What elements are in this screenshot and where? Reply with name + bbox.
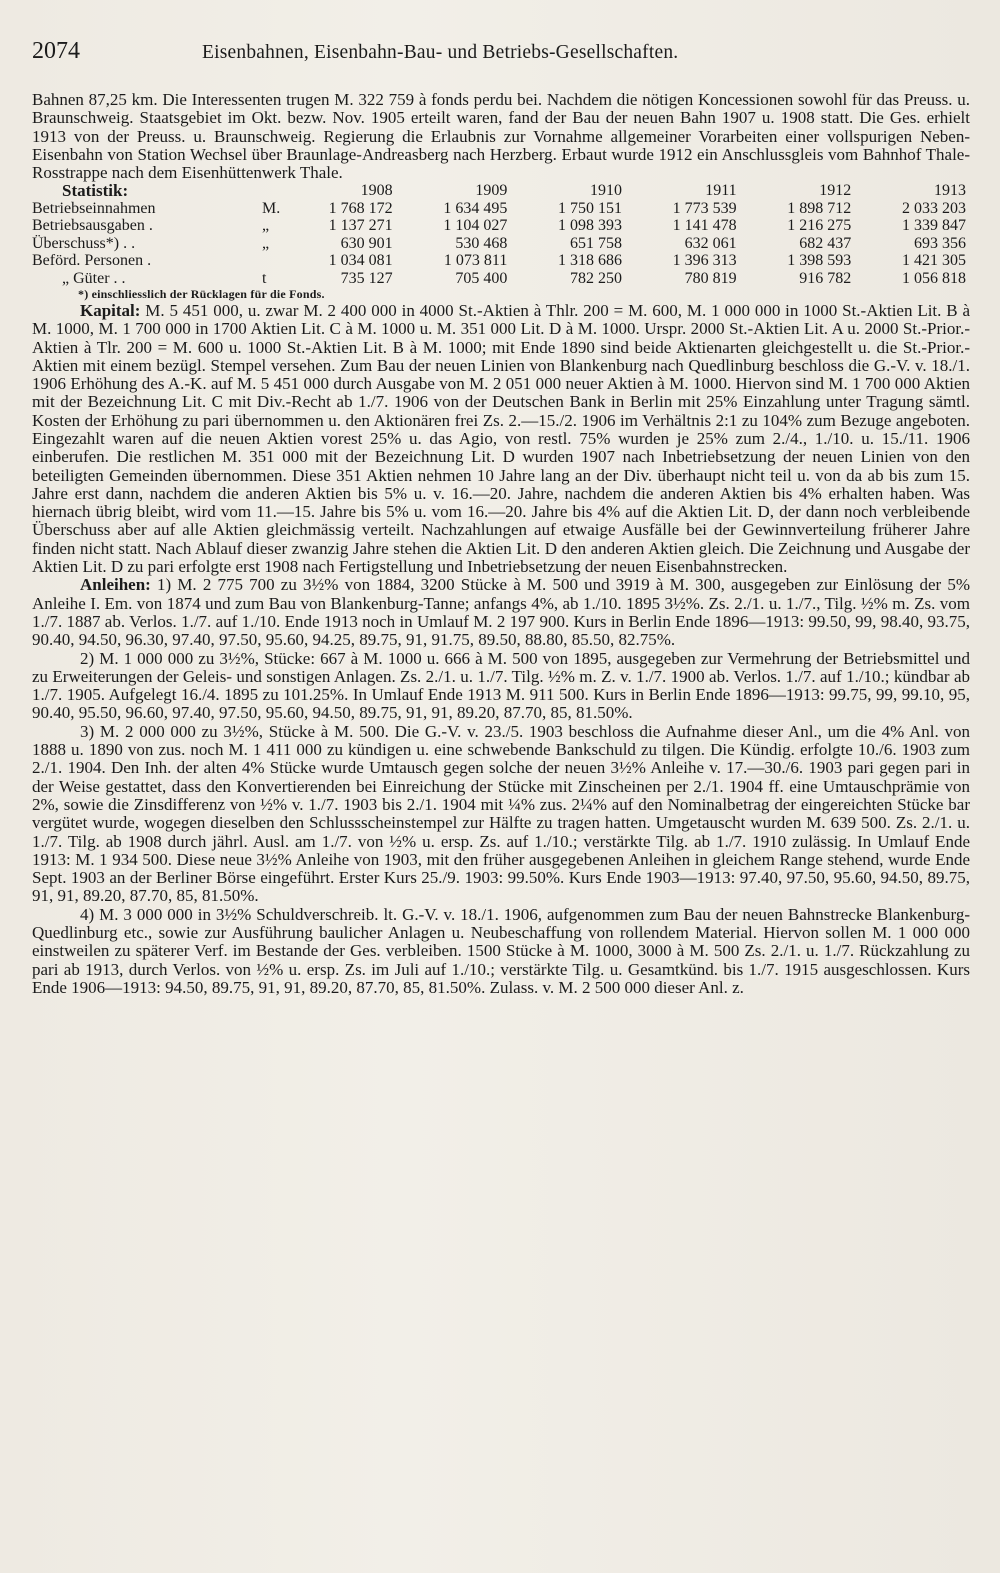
table-cell: 916 782	[799, 269, 852, 287]
table-cell: 1 141 478	[672, 217, 737, 235]
table-cell: 1 073 811	[443, 252, 508, 270]
row-label: Betriebsausgaben .	[32, 217, 153, 235]
statistics-table	[32, 182, 970, 286]
table-row	[32, 235, 970, 252]
table-cell: 632 061	[684, 234, 737, 252]
year-header: 1913	[934, 182, 966, 200]
page-body	[32, 91, 970, 997]
table-cell: 1 056 818	[902, 269, 966, 287]
intro-paragraph: Bahnen 87,25 km. Die Interessenten trugen M. 322 759 à fonds perdu bei. Nachdem die nötigen Koncessionen sowohl für das Preuss. u. Braunschweig. Staatsgebiet im Okt. bezw. Nov. 1905 erteilt waren, fand der Bau der neuen Bahn 1907 u. 1908 statt. Die Ges. erhielt 1913 von der Preuss. u. Braunschweig. Regierung die Erlaubnis zur Vornahme allgemeiner Vorarbeiten einer vollspurigen Neben-Eisenbahn von Station Wechsel über Braunlage-Andreasberg nach Herzberg. Erbaut wurde 1912 ein Anschlussgleis vom Bahnhof Thale-Rosstrappe nach dem Eisenhüttenwerk Thale.	[32, 90, 970, 183]
table-cell: 1 773 539	[672, 199, 737, 217]
row-unit: „	[262, 217, 270, 235]
kapital-label: Kapital:	[80, 300, 141, 320]
table-cell: 682 437	[799, 234, 852, 252]
row-unit: t	[262, 269, 267, 287]
table-cell: 780 819	[684, 269, 737, 287]
table-cell: 1 634 495	[443, 199, 508, 217]
running-title: Eisenbahnen, Eisenbahn-Bau- und Betriebs-Gesellschaften.	[202, 42, 679, 63]
table-cell: 1 137 271	[328, 217, 393, 235]
table-cell: 1 034 081	[328, 252, 393, 270]
table-cell: 1 750 151	[557, 199, 622, 217]
page-header	[32, 38, 970, 65]
statistics-heading: Statistik:	[62, 181, 129, 201]
anleihen-paragraph-2: 2) M. 1 000 000 zu 3½%, Stücke: 667 à M. 1000 u. 666 à M. 500 von 1895, ausgegeben zur Vermehrung der Betriebsmittel und zu Erweiterungen der Geleis- und sonstigen Anlagen. Zs. 2./1. u. 1./7. Tilg. ½% m. Z. v. 1./7. 1900 ab. Verlos. 1./7. auf 1./10.; kündbar ab 1./7. 1905. Aufgelegt 16./4. 1895 zu 101.25%. In Umlauf Ende 1913 M. 911 500. Kurs in Berlin Ende 1896—1913: 99.75, 99, 99.10, 95, 90.40, 95.50, 96.60, 97.40, 97.50, 95.60, 94.50, 89.75, 91, 91, 89.20, 87.70, 85, 81.50%.	[32, 648, 970, 723]
table-cell: 1 098 393	[557, 217, 622, 235]
anleihen-paragraph-4: 4) M. 3 000 000 in 3½% Schuldverschreib. lt. G.-V. v. 18./1. 1906, aufgenommen zum Bau der neuen Bahnstrecke Blankenburg-Quedlinburg etc., sowie zur Ausführung baulicher Anlagen u. Neubeschaffung von rollendem Material. Hiervon sollen M. 1 000 000 einstweilen zu späterer Verf. im Bestande der Ges. verbleiben. 1500 Stücke à M. 1000, 3000 à M. 500 Zs. 2./1. u. 1./7. Rückzahlung zu pari ab 1913, durch Verlos. von ½% u. ersp. Zs. im Juli auf 1./10.; verstärkte Tilg. u. Gesamtkünd. bis 1./7. 1915 ausgeschlossen. Kurs Ende 1906—1913: 94.50, 89.75, 91, 91, 89.20, 87.70, 85, 81.50%. Zulass. v. M. 2 500 000 dieser Anl. z.	[32, 904, 970, 997]
year-header: 1908	[360, 182, 393, 200]
row-unit	[262, 252, 282, 269]
row-unit: M.	[262, 199, 281, 217]
table-cell: 2 033 203	[902, 199, 966, 217]
table-cell: 705 400	[455, 269, 508, 287]
table-row	[32, 217, 970, 234]
row-label: Betriebseinnahmen	[32, 199, 156, 217]
table-cell: 1 768 172	[328, 199, 393, 217]
anleihen-paragraph-3: 3) M. 2 000 000 zu 3½%, Stücke à M. 500. Die G.-V. v. 23./5. 1903 beschloss die Aufnahme dieser Anl., um die 4% Anl. von 1888 u. 1890 von zus. noch M. 1 411 000 zu kündigen u. eine schwebende Bankschuld zu tilgen. Die Kündig. erfolgte 10./6. 1903 zum 2./1. 1904. Den Inh. der alten 4% Stücke wurde Umtausch gegen solche der neuen 3½% Anleihe v. 17.—30./6. 1903 pari gegen pari in der Weise gestattet, dass den Konvertierenden bei Einreichung der Stücke mit Zinscheinen per 2./1. 1904 ff. eine Umtauschprämie von 2%, sowie die Zinsdifferenz von ½% v. 1./7. 1903 bis 2./1. 1904 mit ¼% zus. 2¼% auf den Nominalbetrag der eingereichten Stücke bar vergütet wurde, wogegen dieselben den Schlussscheinstempel zur Hälfte zu tragen hatten. Umgetauscht wurden M. 639 500. Zs. 2./1. u. 1./7. Tilg. ab 1908 durch jährl. Ausl. am 1./7. von ½% u. ersp. Zs. auf 1./10.; verstärkte Tilg. ab 1./7. 1910 zulässig. In Umlauf Ende 1913: M. 1 934 500. Diese neue 3½% Anleihe von 1903, mit den früher ausgegebenen Anleihen in gleichem Range stehend, wurde Ende Sept. 1903 an der Berliner Börse eingeführt. Erster Kurs 25./9. 1903: 99.50%. Kurs Ende 1903—1913: 97.40, 97.50, 95.60, 94.50, 89.75, 91, 91, 89.20, 87.70, 85, 81.50%.	[32, 721, 970, 906]
anleihen-paragraph-1	[32, 576, 970, 649]
kapital-paragraph	[32, 302, 970, 576]
year-header: 1909	[475, 182, 508, 200]
table-cell: 782 250	[569, 269, 622, 287]
row-label: Überschuss*) . .	[32, 234, 136, 252]
table-cell: 1 104 027	[443, 217, 508, 235]
table-cell: 530 468	[455, 234, 508, 252]
year-header: 1911	[705, 182, 737, 200]
table-cell: 1 396 313	[672, 252, 737, 270]
table-cell: 1 898 712	[787, 199, 852, 217]
table-cell: 1 421 305	[902, 252, 966, 270]
table-cell: 1 216 275	[787, 217, 852, 235]
statistics-footnote: *) einschliesslich der Rücklagen für die Fonds.	[78, 286, 325, 301]
row-label: „ Güter . .	[62, 269, 126, 287]
table-row	[32, 270, 970, 287]
year-header: 1910	[589, 182, 622, 200]
table-cell: 1 398 593	[787, 252, 852, 270]
page-number: 2074	[32, 38, 80, 64]
row-unit: „	[262, 234, 270, 252]
row-label: Beförd. Personen .	[32, 252, 152, 270]
table-cell: 693 356	[914, 234, 966, 252]
table-cell: 630 901	[340, 234, 393, 252]
table-cell: 651 758	[569, 234, 622, 252]
table-cell: 1 318 686	[557, 252, 622, 270]
anleihen-label: Anleihen:	[80, 575, 151, 595]
table-row	[32, 252, 970, 269]
anleihen-text-1: 1) M. 2 775 700 zu 3½% von 1884, 3200 Stücke à M. 500 und 3919 à M. 300, ausgegeben zur Einlösung der 5% Anleihe I. Em. von 1874 und zum Bau von Blankenburg-Tanne; anfangs 4%, ab 1./10. 1895 3½%. Zs. 2./1. u. 1./7., Tilg. ½% m. Zs. vom 1./7. 1887 ab. Verlos. 1./7. auf 1./10. Ende 1913 noch in Umlauf M. 2 197 900. Kurs in Berlin Ende 1896—1913: 99.50, 99, 98.40, 93.75, 90.40, 94.50, 96.30, 97.40, 97.50, 95.60, 94.25, 89.75, 91, 91.75, 89.50, 88.80, 85.50, 82.75%.	[32, 575, 970, 650]
table-cell: 1 339 847	[902, 217, 966, 235]
table-row	[32, 200, 970, 217]
kapital-text: M. 5 451 000, u. zwar M. 2 400 000 in 4000 St.-Aktien à Thlr. 200 = M. 600, M. 1 000 000 in 1000 St.-Aktien Lit. B à M. 1000, M. 1 700 000 in 1700 Aktien Lit. C à M. 1000 u. M. 351 000 Lit. D à M. 1000. Urspr. 2000 St.-Aktien Lit. A u. 2000 St.-Prior.-Aktien à Tlr. 200 = M. 600 u. 1000 St.-Aktien Lit. B à M. 1000; mit Ende 1890 sind beide Aktienarten gleichgestellt u. die St.-Prior.-Aktien mit einem bezügl. Stempel versehen. Zum Bau der neuen Linien von Blankenburg nach Quedlinburg beschloss die G.-V. v. 18./1. 1906 Erhöhung des A.-K. auf M. 5 451 000 durch Ausgabe von M. 2 051 000 neuer Aktien à M. 1000. Hiervon sind M. 1 700 000 Aktien mit der Bezeichnung Lit. C mit Div.-Recht ab 1./7. 1906 von der Deutschen Bank in Berlin mit 25% Einzahlung unter Tragung sämtl. Kosten der Erhöhung zu pari übernommen u. den Aktionären frei Zs. 2.—15./2. 1906 im Verhältnis 2:1 zu 104% zum Bezuge angeboten. Eingezahlt waren auf die neuen Aktien vorest 25% u. das Agio, von restl. 75% wurden je 25% zum 2./4., 1./10. u. 15./11. 1906 einberufen. Die restlichen M. 351 000 mit der Bezeichnung Lit. D wurden 1907 nach Inbetriebsetzung der neuen Linien von den beteiligten Gemeinden übernommen. Diese 351 Aktien nehmen 10 Jahre lang an der Div. überhaupt nicht teil u. von da ab bis zum 15. Jahre erst dann, nachdem die anderen Aktien bis 5% u. v. 16.—20. Jahre, nachdem die anderen Aktien bis 4% erhalten haben. Was hiernach übrig bleibt, wird vom 11.—15. Jahre bis 5% u. vom 16.—20. Jahre bis 4% auf die Aktien Lit. D, der dann noch verbleibende Überschuss aber auf alle Aktien gleichmässig verteilt. Nachzahlungen auf etwaige Ausfälle bei der Gewinnverteilung früherer Jahre finden nicht statt. Nach Ablauf dieser zwanzig Jahre stehen die Aktien Lit. D den anderen Aktien gleich. Die Zeichnung und Ausgabe der Aktien Lit. D zu pari erfolgte erst 1908 nach Fertigstellung und Inbetriebsetzung der neuen Eisenbahnstrecken.	[32, 300, 970, 577]
statistics-header-row	[32, 182, 970, 199]
table-cell: 735 127	[340, 269, 393, 287]
year-header: 1912	[819, 182, 852, 200]
